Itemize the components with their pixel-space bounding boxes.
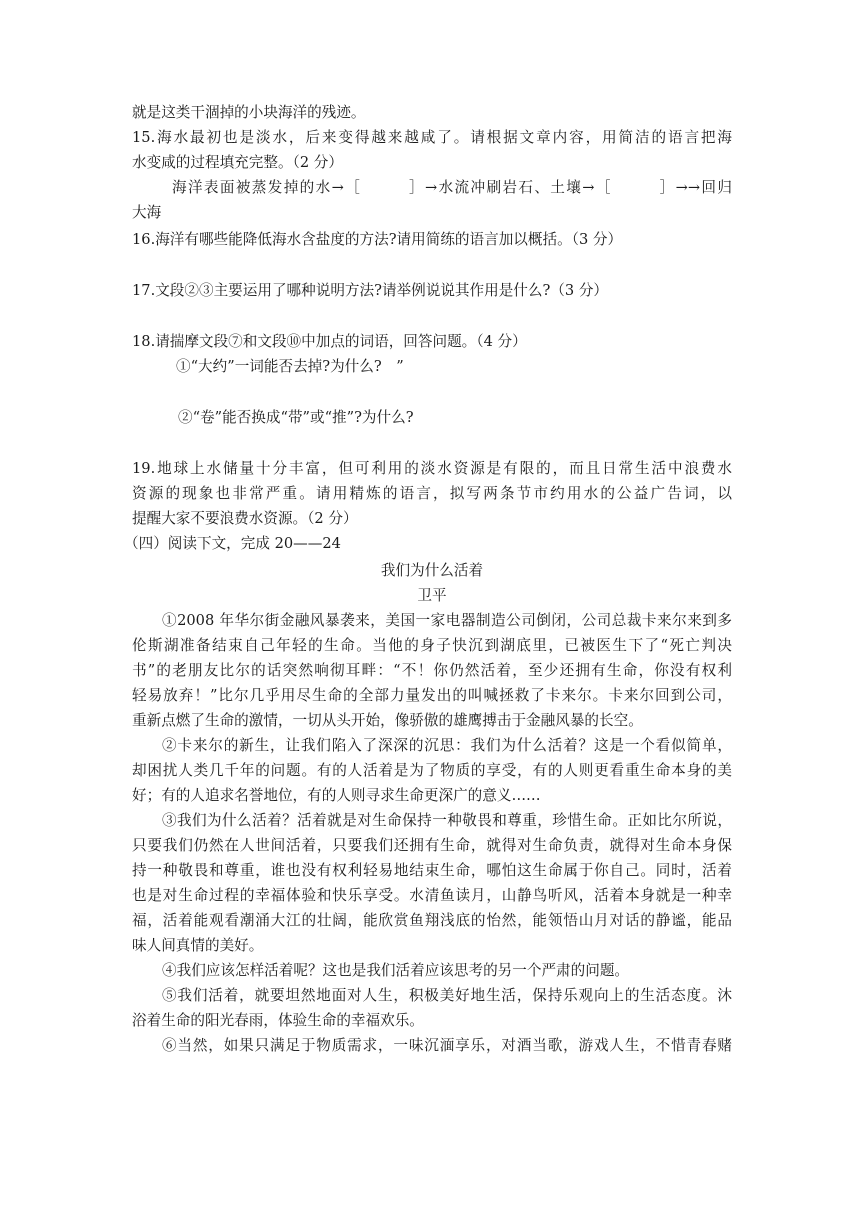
- paragraph-line: 重新点燃了生命的激情，一切从头开始，像骄傲的雄鹰搏击于金融风暴的长空。: [132, 712, 643, 729]
- article-author: 卫平: [417, 587, 447, 604]
- paragraph-5: [132, 983, 732, 1033]
- paragraph-line: 好；有的人追求名誉地位，有的人则寻求生命更深广的意义……: [132, 787, 541, 804]
- question-15-line-1: 15.海水最初也是淡水，后来变得越来越咸了。请根据文章内容，用简洁的语言把海: [132, 129, 732, 146]
- question-19-line-2: 资源的现象也非常严重。请用精炼的语言，拟写两条节市约用水的公益广告词，以: [132, 485, 732, 502]
- question-15-line-4: 大海: [132, 204, 162, 221]
- paragraph-line: 只要我们仍然在人世间活着，只要我们还拥有生命，就得对生命负责，就得对生命本身保: [132, 837, 732, 854]
- paragraph-line: ④我们应该怎样活着呢？这也是我们活着应该思考的另一个严肃的问题。: [162, 962, 630, 979]
- paragraph-line: 浴着生命的阳光春雨，体验生命的幸福欢乐。: [132, 1012, 424, 1029]
- paragraph-4: [132, 958, 732, 983]
- paragraph-line: 书”的老朋友比尔的话突然响彻耳畔：“不！你仍然活着，至少还拥有生命，你没有权利: [132, 662, 732, 679]
- paragraph-line: 味人间真情的美好。: [132, 937, 264, 954]
- paragraph-line: 福，活着能观看潮涌大江的壮阔，能欣赏鱼翔浅底的怡然，能领悟山月对话的静谧，能品: [132, 912, 732, 929]
- paragraph-line: ①2008 年华尔街金融风暴袭来，美国一家电器制造公司倒闭，公司总裁卡来尔来到多: [162, 612, 732, 629]
- paragraph-line: ②卡来尔的新生，让我们陷入了深深的沉思：我们为什么活着？这是一个看似简单，: [162, 737, 732, 754]
- paragraph-line: 轻易放弃！”比尔几乎用尽生命的全部力量发出的叫喊拯救了卡来尔。卡来尔回到公司，: [132, 687, 732, 704]
- question-15-line-2: 水变咸的过程填充完整。（2 分）: [132, 154, 343, 171]
- question-19-line-1: 19.地球上水储量十分丰富，但可利用的淡水资源是有限的，而且日常生活中浪费水: [132, 460, 732, 477]
- question-16: 16.海洋有哪些能降低海水含盐度的方法?请用简练的语言加以概括。（3 分）: [132, 231, 623, 248]
- question-17: 17.文段②③主要运用了哪种说明方法?请举例说说其作用是什么?（3 分）: [132, 282, 609, 299]
- question-18-sub-1: ①“大约”一词能否去掉?为什么? ”: [176, 358, 404, 375]
- question-18-sub-2: ②“卷”能否换成“带”或“推”?为什么?: [178, 409, 414, 426]
- paragraph-line: 却困扰人类几千年的问题。有的人活着是为了物质的享受，有的人则更看重生命本身的美: [132, 762, 732, 779]
- paragraph-2: [132, 733, 732, 808]
- paragraph-line: 也是对生命过程的幸福体验和快乐享受。水清鱼读月，山静鸟听风，活着本身就是一种幸: [132, 887, 732, 904]
- paragraph-6: [132, 1033, 732, 1058]
- paragraph-1: [132, 608, 732, 733]
- question-15-blank-flow: 海洋表面被蒸发掉的水→［ ］→水流冲刷岩石、土壤→［ ］→→回归: [172, 179, 732, 196]
- question-18: 18.请揣摩文段⑦和文段⑩中加点的词语，回答问题。（4 分）: [132, 333, 527, 350]
- paragraph-line: 持一种敬畏和尊重，谁也没有权利轻易地结束生命，哪怕这生命属于你自己。同时，活着: [132, 862, 732, 879]
- paragraph-line: ⑤我们活着，就要坦然地面对人生，积极美好地生活，保持乐观向上的生活态度。沐: [162, 987, 732, 1004]
- paragraph-line: 伦斯湖准备结束自己年轻的生命。当他的身子快沉到湖底里，已被医生下了“死亡判决: [132, 637, 732, 654]
- text-line-continuation: 就是这类干涸掉的小块海洋的残迹。: [132, 104, 366, 121]
- question-19-line-3: 提醒大家不要浪费水资源。（2 分）: [132, 510, 358, 527]
- article-title: 我们为什么活着: [380, 562, 484, 579]
- paragraph-line: ③我们为什么活着？活着就是对生命保持一种敬畏和尊重，珍惜生命。正如比尔所说，: [162, 812, 732, 829]
- section-4-heading: （四）阅读下文，完成 20——24: [124, 535, 341, 552]
- paragraph-3: [132, 808, 732, 958]
- paragraph-line: ⑥当然，如果只满足于物质需求，一味沉湎享乐，对酒当歌，游戏人生，不惜青春赌: [162, 1037, 732, 1054]
